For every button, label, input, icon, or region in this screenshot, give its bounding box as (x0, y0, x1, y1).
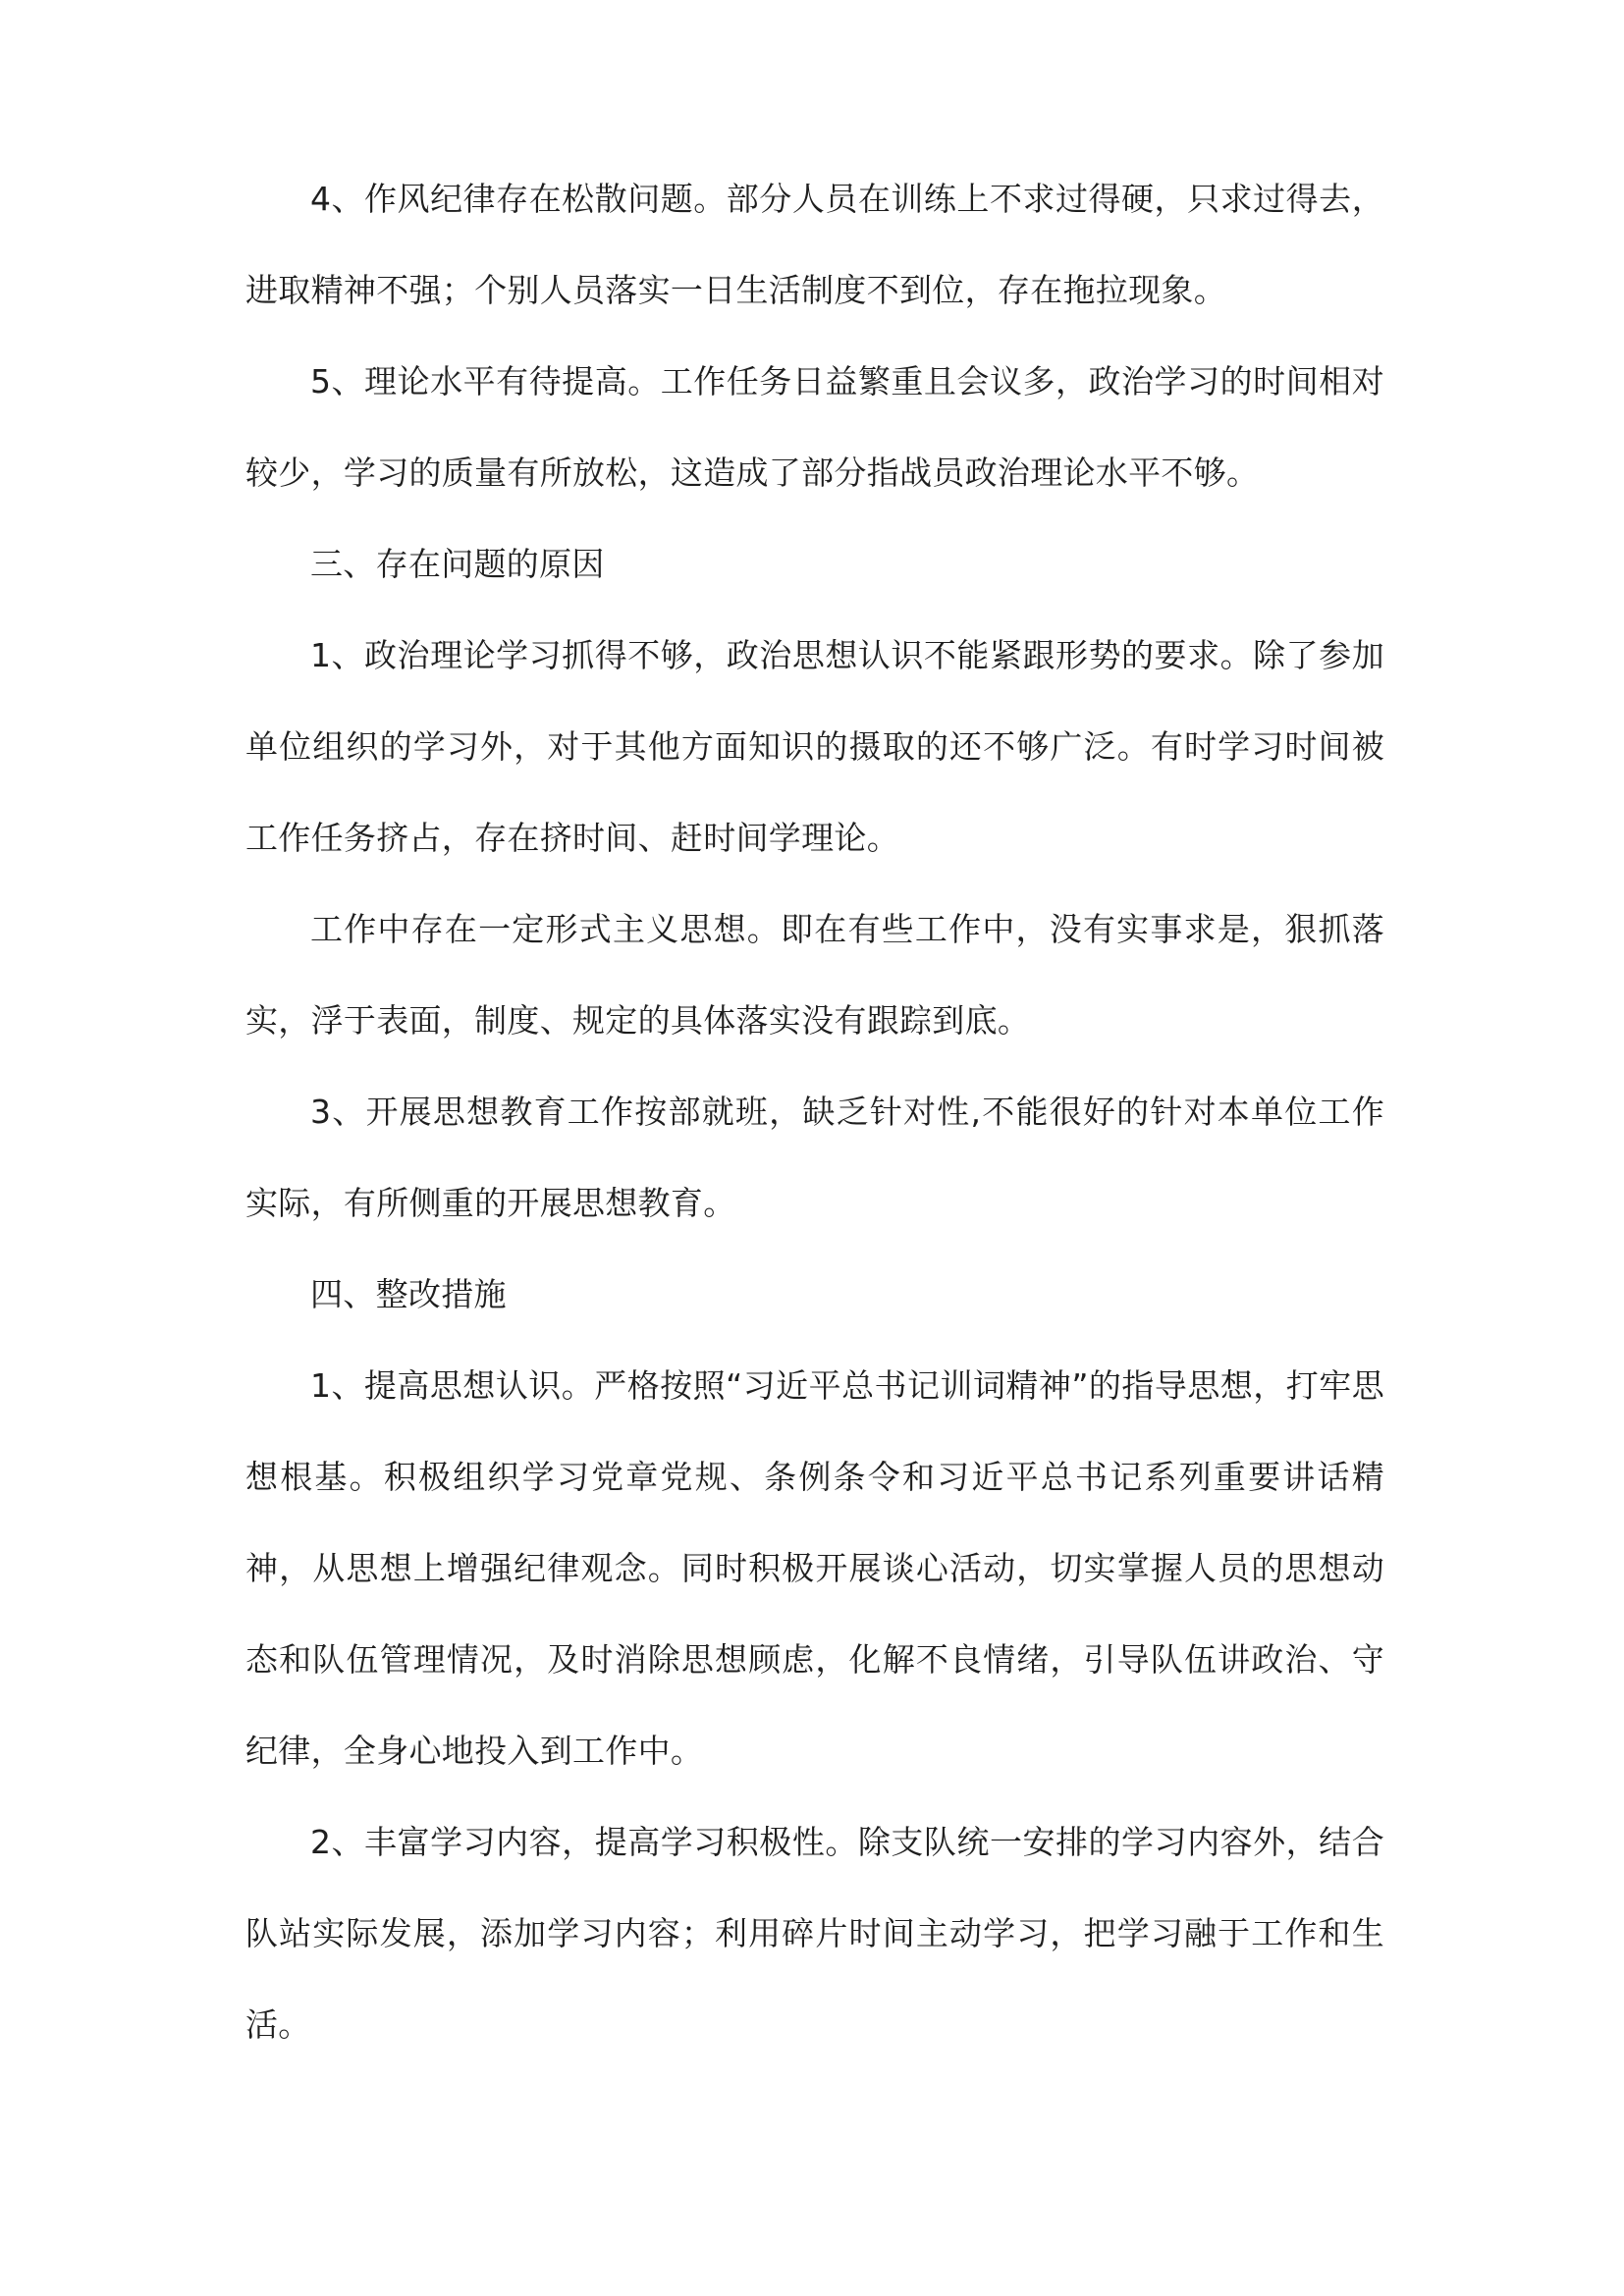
section-heading-measures: 四、整改措施 (310, 1275, 507, 1313)
paragraph-cause-study: 1、政治理论学习抓得不够，政治思想认识不能紧跟形势的要求。除了参加单位组织的学习外，对于其他方面知识的摄取的还不够广泛。有时学习时间被工作任务挤占，存在挤时间、赶时间学理论。 (245, 636, 1384, 857)
paragraph-theory-level: 5、理论水平有待提高。工作任务日益繁重且会议多，政治学习的时间相对较少，学习的质量有所放松，这造成了部分指战员政治理论水平不够。 (245, 362, 1384, 492)
section-heading-causes: 三、存在问题的原因 (310, 545, 605, 583)
document-body (245, 153, 1384, 2070)
paragraph-measure-learning: 2、丰富学习内容，提高学习积极性。除支队统一安排的学习内容外，结合队站实际发展，添加学习内容；利用碎片时间主动学习，把学习融于工作和生活。 (245, 1823, 1384, 2044)
paragraph-cause-education: 3、开展思想教育工作按部就班，缺乏针对性,不能很好的针对本单位工作实际，有所侧重的开展思想教育。 (245, 1093, 1384, 1222)
paragraph-discipline-issue: 4、作风纪律存在松散问题。部分人员在训练上不求过得硬，只求过得去，进取精神不强；个别人员落实一日生活制度不到位，存在拖拉现象。 (245, 180, 1384, 309)
paragraph-cause-formalism: 工作中存在一定形式主义思想。即在有些工作中，没有实事求是，狠抓落实，浮于表面，制度、规定的具体落实没有跟踪到底。 (245, 910, 1384, 1040)
paragraph-measure-awareness: 1、提高思想认识。严格按照“习近平总书记训词精神”的指导思想，打牢思想根基。积极组织学习党章党规、条例条令和习近平总书记系列重要讲话精神，从思想上增强纪律观念。同时积极开展谈心活动，切实掌握人员的思想动态和队伍管理情况，及时消除思想顾虑，化解不良情绪，引导队伍讲政治、守纪律，全身心地投入到工作中。 (245, 1366, 1384, 1770)
